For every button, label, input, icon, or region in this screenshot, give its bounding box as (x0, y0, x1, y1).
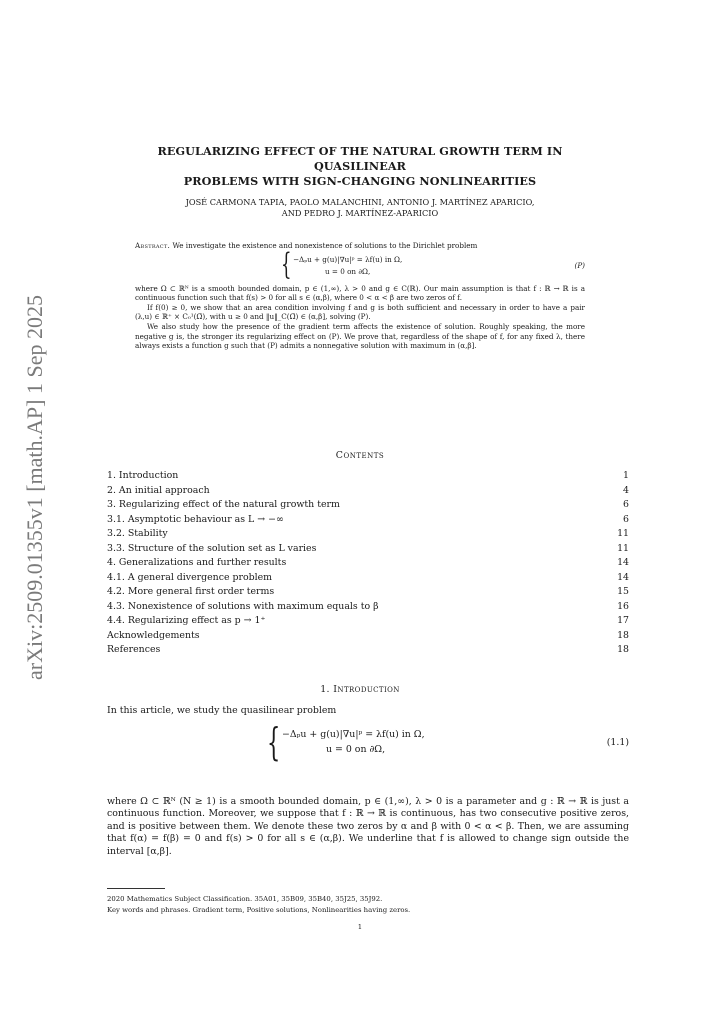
toc-entry-label: 3. Regularizing effect of the natural growth term (107, 499, 340, 510)
toc-entry[interactable] (107, 614, 629, 629)
toc-entry[interactable] (107, 484, 629, 499)
abstract-intro-text: We investigate the existence and nonexistence of solutions to the Dirichlet problem (172, 241, 478, 250)
toc-entry-label: 3.2. Stability (107, 528, 168, 539)
toc-entry[interactable] (107, 643, 629, 658)
abstract-equation-line-1: −Δₚu + g(u)|∇u|ᵖ = λf(u) in Ω, (293, 254, 403, 264)
abstract (135, 241, 585, 351)
toc-entry[interactable] (107, 571, 629, 586)
toc-entry-page: 16 (617, 600, 629, 612)
toc-entry-label: 4.3. Nonexistence of solutions with maximum equals to β (107, 600, 379, 612)
toc-entry-label: 2. An initial approach (107, 484, 210, 496)
toc-entry-page: 11 (617, 542, 629, 554)
abstract-equation-line-2: u = 0 on ∂Ω, (325, 266, 371, 276)
footnote-rule (107, 888, 165, 889)
toc-entry-page: 4 (623, 484, 629, 496)
toc-entry-page: 18 (617, 644, 629, 655)
abstract-intro (135, 241, 585, 251)
toc-entry-page: 1 (623, 470, 629, 481)
table-of-contents (107, 469, 629, 658)
toc-entry[interactable] (107, 469, 629, 484)
abstract-label: Abstract. (135, 241, 171, 250)
page-number: 1 (357, 923, 363, 931)
abstract-paragraph-2: If f(0) ≥ 0, we show that an area condition involving f and g is both sufficient and necessary in order to have a pair (λ,u) ∈ ℝ⁺ × C₀¹(Ω̄), with u ≥ 0 and ‖u‖_C(Ω̄) ∈ (α,β], solving (P). (135, 302, 585, 322)
title-line-1: REGULARIZING EFFECT OF THE NATURAL GROWTH TERM IN QUASILINEAR (157, 144, 563, 173)
toc-entry-page: 14 (617, 557, 629, 568)
author-list (110, 197, 610, 219)
toc-entry[interactable] (107, 498, 629, 513)
main-equation-line-1: −Δₚu + g(u)|∇u|ᵖ = λf(u) in Ω, (282, 729, 425, 740)
toc-entry-page: 17 (617, 615, 629, 626)
abstract-equation-tag: (P) (574, 260, 585, 270)
toc-entry[interactable] (107, 629, 629, 644)
toc-entry-page: 18 (617, 629, 629, 641)
toc-entry-page: 6 (623, 513, 629, 525)
main-equation (107, 720, 629, 765)
toc-entry-label: 4. Generalizations and further results (107, 557, 287, 568)
toc-entry-label: 4.2. More general first order terms (107, 586, 275, 597)
toc-entry-page: 11 (617, 528, 629, 539)
footnote-msc: 2020 Mathematics Subject Classification. 35A01, 35B09, 35B40, 35J25, 35J92. (107, 895, 383, 903)
toc-entry-page: 15 (617, 586, 629, 597)
toc-entry-label: References (107, 644, 161, 655)
toc-entry-label: 3.3. Structure of the solution set as L varies (107, 542, 317, 554)
toc-entry-label: Acknowledgements (107, 629, 200, 641)
abstract-paragraph-3: We also study how the presence of the gradient term affects the existence of solution. Roughly speaking, the more negative g is, the stronger its regularizing effect on (P). We prove that, regardless of the shape of f, for any fixed λ, there always exists a function g such that (P) admits a nonnegative solution with maximum in (α,β]. (135, 321, 585, 351)
equation-brace: { (267, 720, 281, 764)
toc-entry-label: 1. Introduction (107, 470, 179, 481)
section-heading: 1. Introduction (320, 684, 400, 695)
toc-entry[interactable] (107, 600, 629, 615)
intro-paragraph-2: where Ω ⊂ ℝᴺ (N ≥ 1) is a smooth bounded domain, p ∈ (1,∞), λ > 0 is a parameter and g : ℝ → ℝ is just a continuous function. Moreover, we suppose that f : ℝ → ℝ is continuous, has two consecutive positive zeros, and is positive between them. We denote these two zeros by α and β with 0 < α < β. Then, we are assuming that f(α) = f(β) = 0 and f(s) > 0 for all s ∈ (α,β). We underline that f is allowed to change sign outside the interval [α,β]. (107, 796, 629, 857)
toc-entry-label: 4.4. Regularizing effect as p → 1⁺ (107, 615, 266, 626)
toc-entry-label: 4.1. A general divergence problem (107, 571, 273, 583)
abstract-equation (135, 246, 585, 282)
title-line-2: PROBLEMS WITH SIGN-CHANGING NONLINEARITIES (183, 174, 537, 188)
paper-title (110, 144, 610, 189)
arxiv-identifier: arXiv:2509.01355v1 [math.AP] 1 Sep 2025 (22, 295, 47, 680)
footnotes (107, 894, 627, 916)
toc-entry-label: 3.1. Asymptotic behaviour as L → −∞ (107, 513, 284, 525)
toc-entry[interactable] (107, 513, 629, 528)
toc-entry[interactable] (107, 585, 629, 600)
intro-paragraph-1: In this article, we study the quasilinear problem (107, 705, 337, 716)
equation-brace: { (281, 246, 292, 282)
contents-heading: Contents (335, 450, 385, 461)
authors-line-2: AND PEDRO J. MARTÍNEZ-APARICIO (281, 208, 439, 218)
abstract-paragraph-1: where Ω ⊂ ℝᴺ is a smooth bounded domain, p ∈ (1,∞), λ > 0 and g ∈ C(ℝ). Our main assumption is that f : ℝ → ℝ is a continuous function such that f(s) > 0 for all s ∈ (α,β), where 0 < α < β are two zeros of f. (135, 283, 585, 303)
toc-entry[interactable] (107, 527, 629, 542)
toc-entry[interactable] (107, 556, 629, 571)
authors-line-1: JOSÉ CARMONA TAPIA, PAOLO MALANCHINI, ANTONIO J. MARTÍNEZ APARICIO, (185, 197, 535, 207)
main-equation-line-2: u = 0 on ∂Ω, (326, 744, 386, 755)
toc-entry[interactable] (107, 542, 629, 557)
toc-entry-page: 6 (623, 499, 629, 510)
toc-entry-page: 14 (617, 571, 629, 583)
equation-number: (1.1) (606, 737, 629, 748)
footnote-keywords: Key words and phrases. Gradient term, Positive solutions, Nonlinearities having zeros. (107, 906, 411, 914)
